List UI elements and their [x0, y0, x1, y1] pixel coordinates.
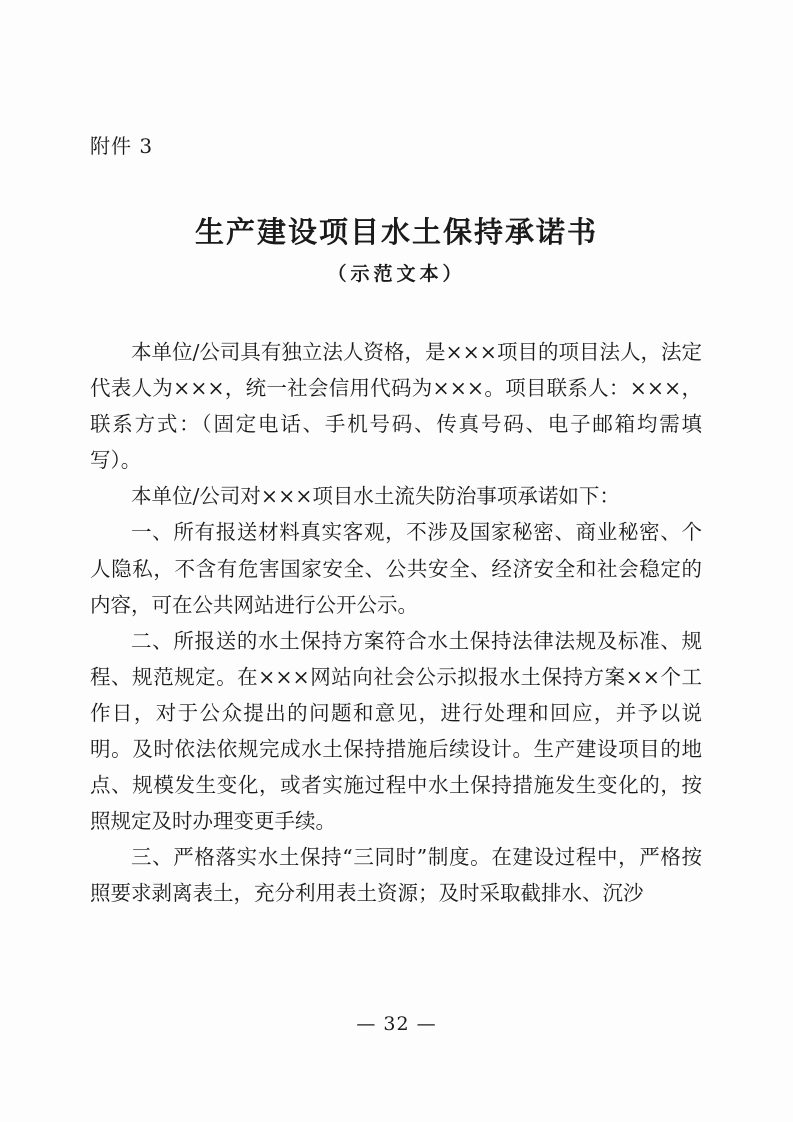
paragraph-legal-entity: 本单位/公司具有独立法人资格，是×××项目的项目法人，法定代表人为×××，统一社会信用代码为×××。项目联系人：×××，联系方式：（固定电话、手机号码、传真号码、电子邮箱均需填写）。	[90, 340, 702, 473]
paragraph-item-one: 一、所有报送材料真实客观，不涉及国家秘密、商业秘密、个人隐私，不含有危害国家安全、公共安全、经济安全和社会稳定的内容，可在公共网站进行公开公示。	[90, 520, 702, 617]
document-body	[90, 334, 702, 912]
document-title: 生产建设项目水土保持承诺书	[194, 215, 598, 249]
paragraph-item-three: 三、严格落实水土保持“三同时”制度。在建设过程中，严格按照要求剥离表土，充分利用表土资源；及时采取截排水、沉沙	[90, 845, 702, 906]
paragraph-commitment-intro: 本单位/公司对×××项目水土流失防治事项承诺如下：	[131, 484, 620, 509]
document-subtitle: （示范文本）	[327, 263, 466, 285]
attachment-label: 附件 3	[90, 134, 154, 158]
paragraph-item-two: 二、所报送的水土保持方案符合水土保持法律法规及标准、规程、规范规定。在×××网站向社会公示拟报水土保持方案××个工作日，对于公众提出的问题和意见，进行处理和回应，并予以说明。及时依法依规完成水土保持措施后续设计。生产建设项目的地点、规模发生变化，或者实施过程中水土保持措施发生变化的，按照规定及时办理变更手续。	[90, 628, 702, 834]
page-number: — 32 —	[356, 1013, 437, 1035]
